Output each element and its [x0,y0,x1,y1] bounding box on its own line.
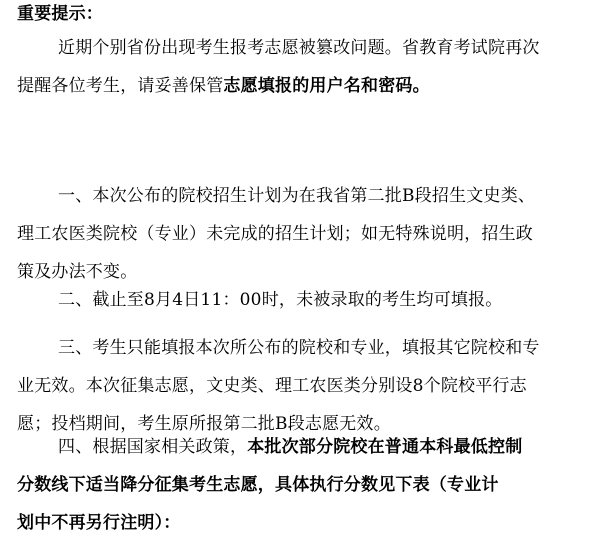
notice-line-2 [17,75,430,97]
notice-line-2-bold: 志愿填报的用户名和密码。 [223,76,430,96]
item-2-line-1: 二、截止至8月4日11：00时，未被录取的考生均可填报。 [58,290,503,310]
item-4-line-1-bold: 本批次部分院校在普通本科最低控制 [247,437,523,457]
notice-line-1: 近期个别省份出现考生报考志愿被篡改问题。省教育考试院再次 [58,38,540,58]
item-4-line-2: 分数线下适当降分征集考生志愿，具体执行分数见下表（专业计 [17,475,499,495]
item-1-line-2: 理工农医类院校（专业）未完成的招生计划；如无特殊说明，招生政 [17,224,533,244]
item-4-line-1 [58,436,522,458]
item-3-line-1: 三、考生只能填报本次所公布的院校和专业，填报其它院校和专 [58,338,540,358]
item-3-line-2: 业无效。本次征集志愿，文史类、理工农医类分别设8个院校平行志 [17,376,527,396]
item-4-line-1-text: 四、根据国家相关政策， [58,437,248,457]
item-4-line-3: 划中不再另行注明）： [17,513,181,533]
item-1-line-1: 一、本次公布的院校招生计划为在我省第二批B段招生文史类、 [58,186,536,206]
item-1-line-3: 策及办法不变。 [17,262,138,282]
notice-line-2-text: 提醒各位考生，请妥善保管 [17,76,224,96]
item-3-line-3: 愿；投档期间，考生原所报第二批B段志愿无效。 [17,414,391,434]
important-notice-heading: 重要提示： [17,4,103,24]
